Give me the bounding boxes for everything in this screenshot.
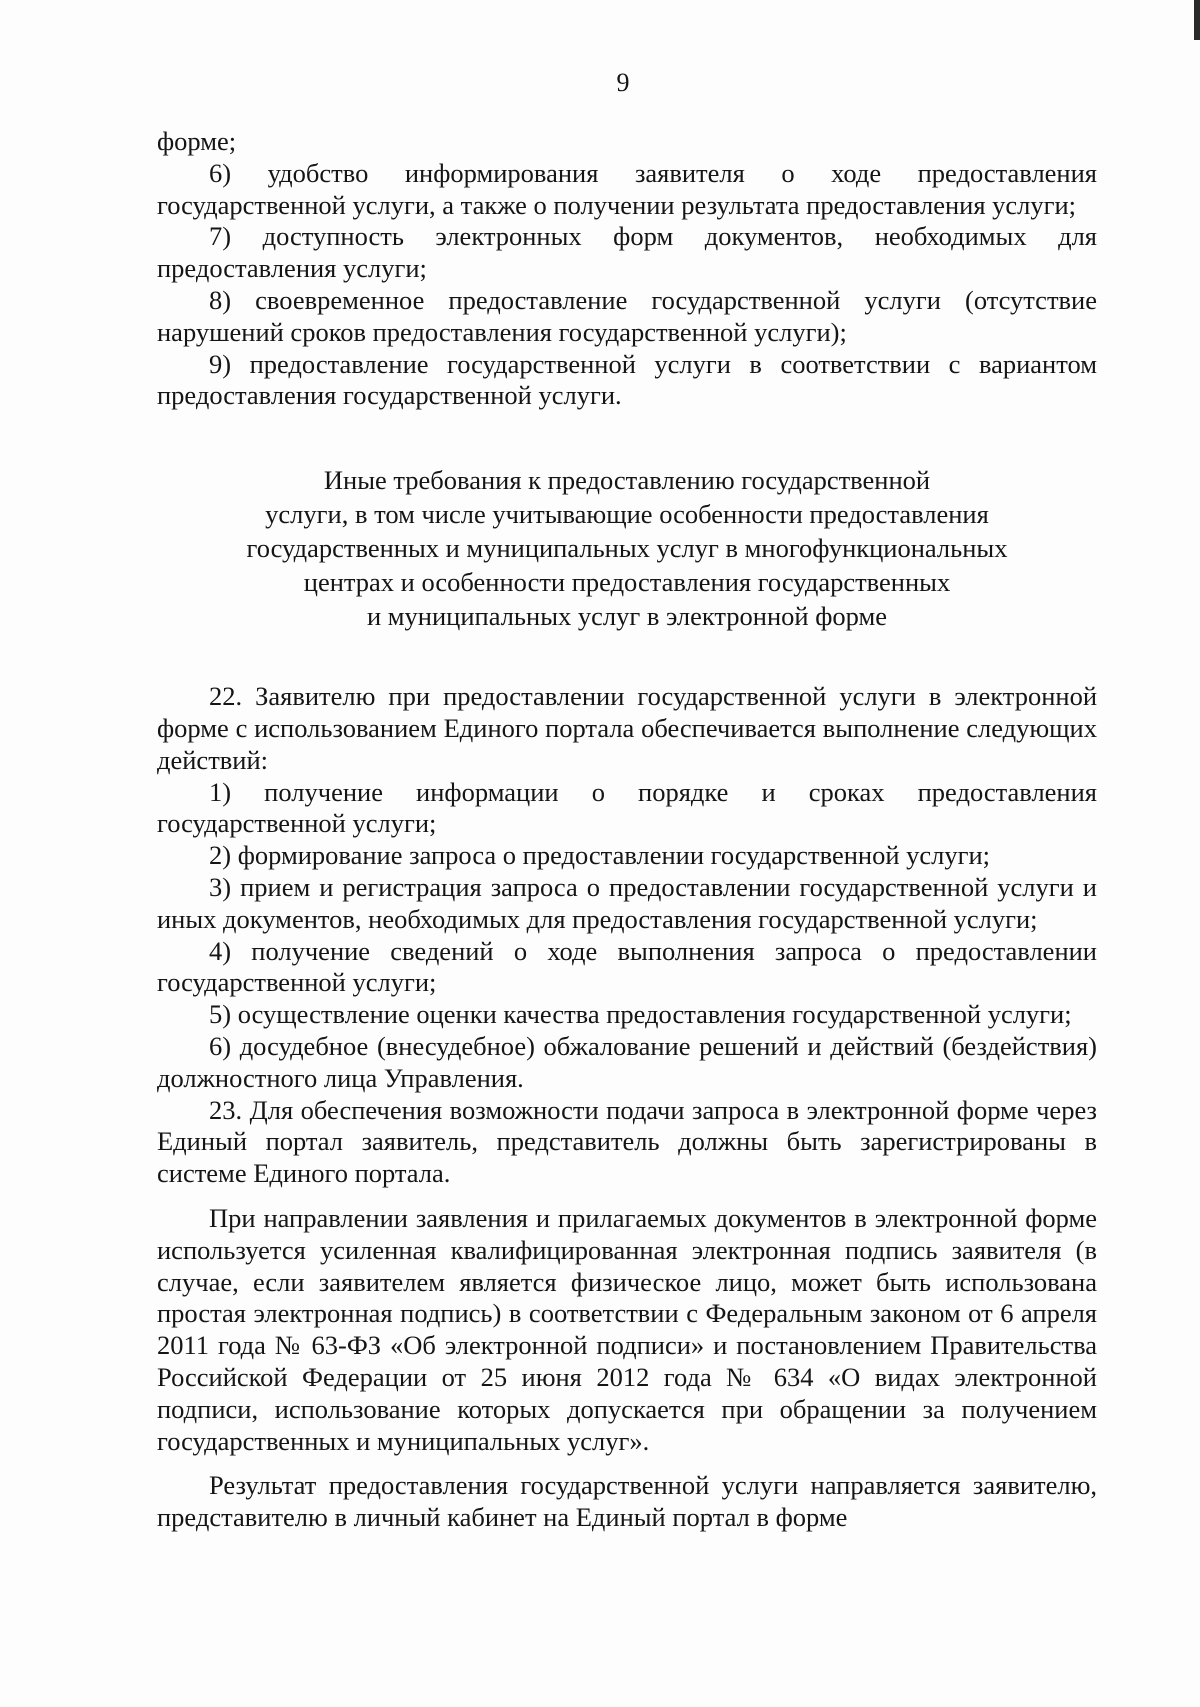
heading-line: Иные требования к предоставлению государственной <box>323 465 931 496</box>
heading-line: услуги, в том числе учитывающие особенности предоставления <box>265 499 989 530</box>
electronic-signature-paragraph: При направлении заявления и прилагаемых документов в электронной форме используется усиленная квалифицированная электронная подпись заявителя (в случае, если заявителем является физическое лицо, может быть использована простая электронная подпись) в соответствии с Федеральным законом от 6 апреля 2011 года № 63-ФЗ «Об электронной подписи» и постановлением Правительства Российской Федерации от 25 июня 2012 года № 634 «О видах электронной подписи, использование которых допускается при обращении за получением государственных и муниципальных услуг». <box>157 1202 1097 1456</box>
list-item-4-status: 4) получение сведений о ходе выполнения запроса о предоставлении государственной услуги; <box>157 935 1097 998</box>
document-body <box>157 126 1097 1534</box>
heading-line: центрах и особенности предоставления государственных <box>303 567 951 598</box>
heading-line: государственных и муниципальных услуг в многофункциональных <box>246 533 1008 564</box>
list-item-3-registration: 3) прием и регистрация запроса о предоставлении государственной услуги и иных документов, необходимых для предоставления государственной услуги; <box>157 871 1097 934</box>
section-heading <box>157 463 1097 633</box>
result-paragraph: Результат предоставления государственной услуги направляется заявителю, представителю в личный кабинет на Единый портал в форме <box>157 1470 1097 1533</box>
paragraph-gap <box>157 1457 1097 1470</box>
list-item-5-quality: 5) осуществление оценки качества предоставления государственной услуги; <box>209 999 1072 1030</box>
clause-22: 22. Заявителю при предоставлении государственной услуги в электронной форме с использованием Единого портала обеспечивается выполнение следующих действий: <box>157 681 1097 775</box>
page-number: 9 <box>616 68 630 97</box>
list-item-7-availability: 7) доступность электронных форм документов, необходимых для предоставления услуги; <box>157 221 1097 284</box>
paragraph-forme: форме; <box>157 126 237 156</box>
heading-line: и муниципальных услуг в электронной форме <box>366 601 888 632</box>
list-item-2-request: 2) формирование запроса о предоставлении государственной услуги; <box>209 840 991 871</box>
scan-edge-mark <box>1194 0 1200 40</box>
list-item-6-convenience: 6) удобство информирования заявителя о ходе предоставления государственной услуги, а также о получении результата предоставления услуги; <box>157 157 1097 220</box>
list-item-1-information: 1) получение информации о порядке и сроках предоставления государственной услуги; <box>157 776 1097 839</box>
list-item-6-appeal: 6) досудебное (внесудебное) обжалование решений и действий (бездействия) должностного лица Управления. <box>157 1030 1097 1093</box>
list-item-8-timeliness: 8) своевременное предоставление государственной услуги (отсутствие нарушений сроков предоставления государственной услуги); <box>157 284 1097 347</box>
paragraph-gap <box>157 1190 1097 1203</box>
list-item-9-variant: 9) предоставление государственной услуги в соответствии с вариантом предоставления государственной услуги. <box>157 348 1097 411</box>
clause-23: 23. Для обеспечения возможности подачи запроса в электронной форме через Единый портал заявитель, представитель должны быть зарегистрированы в системе Единого портала. <box>157 1094 1097 1189</box>
